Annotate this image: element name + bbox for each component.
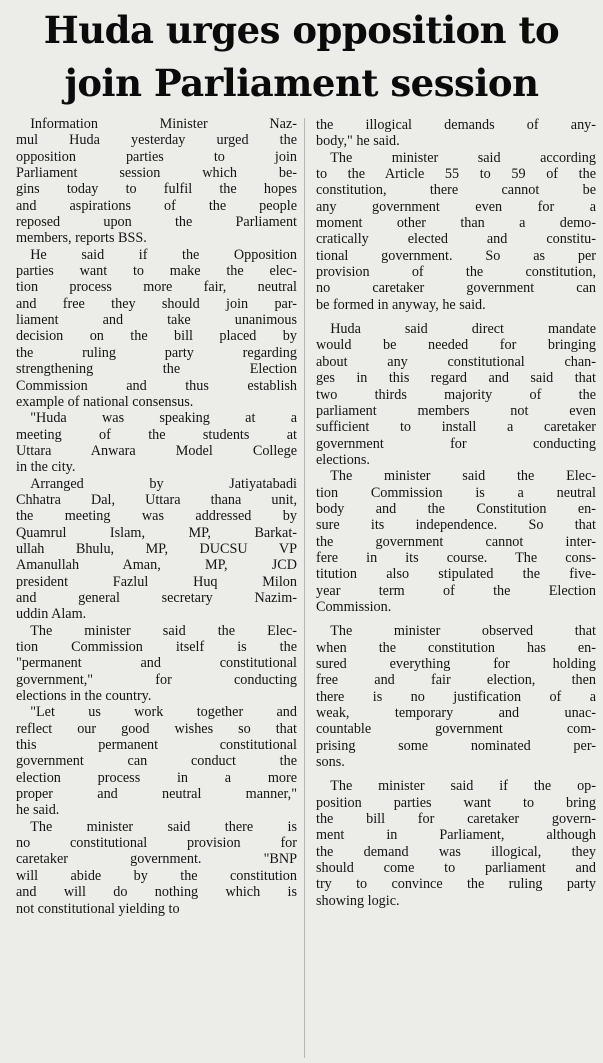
text-line: about any constitutional chan-	[316, 353, 596, 370]
text-line: showing logic.	[316, 892, 400, 909]
left-column	[16, 116, 297, 917]
text-line: Chhatra Dal, Uttara thana unit,	[16, 491, 297, 508]
text-line: parties want to make the elec-	[16, 263, 297, 280]
text-line: no caretaker government can	[316, 280, 596, 297]
paragraph	[316, 117, 596, 150]
paragraph	[16, 704, 297, 818]
text-line: gins today to fulfil the hopes	[16, 181, 297, 198]
text-line: caretaker government. "BNP	[16, 851, 297, 868]
text-line: The minister observed that	[316, 623, 596, 640]
text-line: cratically elected and constitu-	[316, 231, 596, 248]
paragraph-gap	[316, 313, 596, 321]
text-line: weak, temporary and unac-	[316, 705, 596, 722]
text-line: parliament members not even	[316, 402, 596, 419]
text-line: Amanullah Aman, MP, JCD	[16, 557, 297, 574]
text-line: president Fazlul Huq Milon	[16, 573, 297, 590]
text-line: "Huda was speaking at a	[16, 410, 297, 427]
text-line: constitution, there cannot be	[316, 182, 596, 199]
text-line: the demand was illogical, they	[316, 843, 596, 860]
paragraph	[16, 116, 297, 247]
text-line: and aspirations of the people	[16, 197, 297, 214]
text-line: tion Commission itself is the	[16, 639, 297, 655]
text-line: position parties want to bring	[316, 794, 596, 811]
paragraph	[316, 778, 596, 909]
text-line: Arranged by Jatiyatabadi	[16, 475, 297, 492]
text-line: try to convince the ruling party	[316, 876, 596, 893]
text-line: The minister said the Elec-	[16, 622, 297, 639]
text-line: example of national consensus.	[16, 393, 194, 410]
paragraph	[16, 623, 297, 705]
text-line: decision on the bill placed by	[16, 328, 297, 345]
text-line: body," he said.	[316, 133, 400, 150]
headline-line-1: Huda urges opposition to	[43, 8, 560, 52]
text-line: two thirds majority of the	[316, 386, 596, 403]
text-line: proper and neutral manner,"	[16, 786, 297, 803]
text-line: in the city.	[16, 459, 76, 476]
text-line: body and the Constitution en-	[316, 500, 596, 517]
text-line: sure its independence. So that	[316, 517, 596, 534]
text-line: the government cannot inter-	[316, 533, 596, 550]
text-line: Huda said direct mandate	[316, 321, 596, 338]
paragraph-gap	[316, 770, 596, 778]
text-line: titution also stipulated the five-	[316, 566, 596, 583]
paragraph	[16, 247, 297, 410]
text-line: Quamrul Islam, MP, Barkat-	[16, 524, 297, 541]
text-line: there is no justification of a	[316, 688, 596, 705]
paragraph	[16, 476, 297, 623]
text-line: uddin Alam.	[16, 606, 87, 623]
text-line: provision of the constitution,	[316, 264, 596, 281]
paragraph	[16, 819, 297, 917]
paragraph	[316, 468, 596, 615]
text-line: government," for conducting	[16, 671, 297, 688]
text-line: the ruling party regarding	[16, 344, 297, 361]
text-line: The minister said the Elec-	[316, 468, 596, 485]
text-line: free and fair election, then	[316, 672, 596, 689]
text-line: elections.	[316, 451, 370, 468]
text-line: "Let us work together and	[16, 704, 297, 721]
text-line: sons.	[316, 754, 345, 771]
text-line: would be needed for bringing	[316, 337, 596, 354]
text-line: prising some nominated per-	[316, 737, 596, 754]
text-line: government can conduct the	[16, 753, 297, 770]
paragraph	[316, 150, 596, 313]
text-line: any government even for a	[316, 198, 596, 215]
text-line: when the constitution has en-	[316, 639, 596, 656]
text-line: the bill for caretaker govern-	[316, 811, 596, 828]
headline-line-2: join Parliament session	[64, 61, 539, 105]
text-line: members, reports BSS.	[16, 230, 147, 247]
text-line: the illogical demands of any-	[316, 117, 596, 133]
text-line: The minister said according	[316, 149, 596, 166]
text-line: sufficient to install a caretaker	[316, 419, 596, 436]
text-line: Information Minister Naz-	[16, 116, 297, 132]
text-line: he said.	[16, 802, 60, 819]
text-line: strengthening the Election	[16, 361, 297, 378]
text-line: reposed upon the Parliament	[16, 214, 297, 231]
text-line: and will do nothing which is	[16, 884, 297, 901]
paragraph-gap	[316, 615, 596, 623]
text-line: The minister said there is	[16, 818, 297, 835]
text-line: elections in the country.	[16, 688, 152, 705]
text-line: Commission and thus establish	[16, 377, 297, 394]
text-line: and free they should join par-	[16, 295, 297, 312]
paragraph	[316, 623, 596, 770]
text-line: government for conducting	[316, 435, 596, 452]
text-line: Uttara Anwara Model College	[16, 442, 297, 459]
text-line: year term of the Election	[316, 582, 596, 599]
text-line: should come to parliament and	[316, 860, 596, 877]
text-line: this permanent constitutional	[16, 737, 297, 754]
text-line: He said if the Opposition	[16, 246, 297, 263]
text-line: ment in Parliament, although	[316, 827, 596, 844]
text-line: tion process more fair, neutral	[16, 279, 297, 296]
text-line: countable government com-	[316, 721, 596, 738]
text-line: fere in its course. The cons-	[316, 549, 596, 566]
text-line: to the Article 55 to 59 of the	[316, 166, 596, 183]
paragraph	[16, 410, 297, 475]
text-line: sured everything for holding	[316, 656, 596, 672]
text-line: and general secretary Nazim-	[16, 589, 297, 606]
text-line: the meeting was addressed by	[16, 508, 297, 525]
text-line: opposition parties to join	[16, 148, 297, 165]
right-column	[316, 117, 596, 909]
text-line: no constitutional provision for	[16, 835, 297, 852]
column-divider	[304, 118, 305, 1058]
text-line: The minister said if the op-	[316, 778, 596, 795]
text-line: tion Commission is a neutral	[316, 484, 596, 501]
text-line: "permanent and constitutional	[16, 655, 297, 672]
headline	[0, 4, 603, 110]
text-line: liament and take unanimous	[16, 312, 297, 329]
text-line: will abide by the constitution	[16, 867, 297, 884]
text-line: tional government. So as per	[316, 247, 596, 264]
paragraph	[316, 321, 596, 468]
text-line: Commission.	[316, 598, 392, 615]
text-line: mul Huda yesterday urged the	[16, 132, 297, 149]
text-line: be formed in anyway, he said.	[316, 296, 486, 313]
text-line: ullah Bhulu, MP, DUCSU VP	[16, 540, 297, 557]
text-line: moment other than a demo-	[316, 215, 596, 232]
text-line: election process in a more	[16, 769, 297, 786]
text-line: reflect our good wishes so that	[16, 720, 297, 737]
text-line: Parliament session which be-	[16, 165, 297, 182]
text-line: not constitutional yielding to	[16, 900, 180, 917]
text-line: meeting of the students at	[16, 426, 297, 443]
text-line: ges in this regard and said that	[316, 370, 596, 387]
